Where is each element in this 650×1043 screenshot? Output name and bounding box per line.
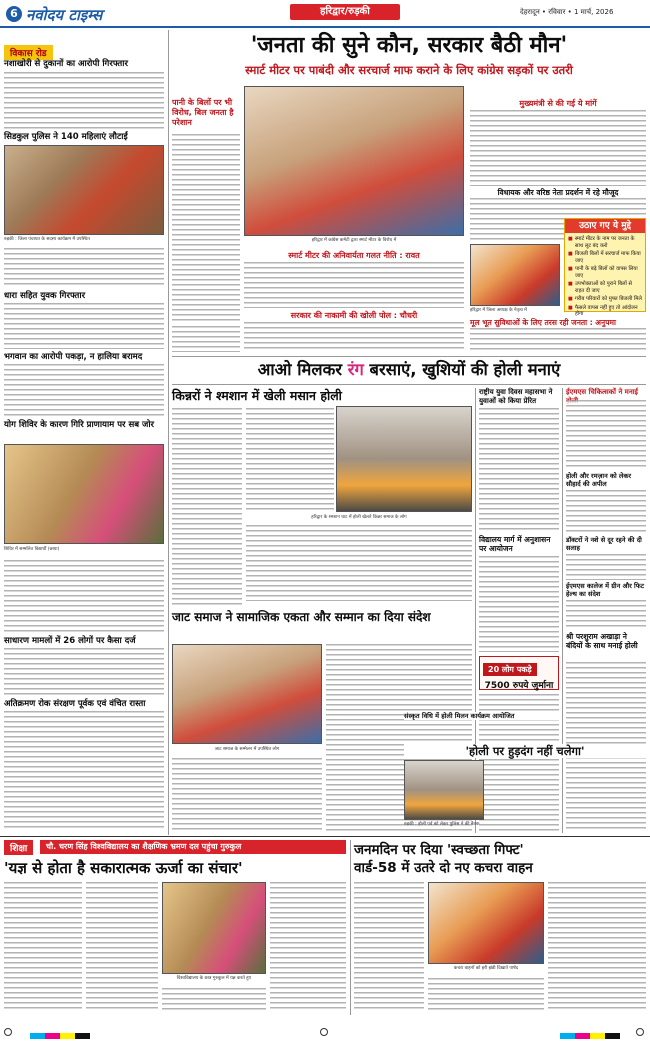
- youth-day-headline: राष्ट्रीय युवा दिवस महासभा ने युवाओं को किया प्रेरित: [479, 388, 553, 405]
- left-photo-2: [4, 444, 164, 544]
- fine-box: [479, 656, 559, 690]
- left-story-6-body: [4, 648, 164, 696]
- side-story-headline: पानी के बिलों पर भी विरोध, बिल जनता है परेशान: [172, 98, 234, 127]
- left-story-2-body: [4, 248, 164, 288]
- color-bar-icon: [30, 1033, 90, 1039]
- holi-banner-pre: आओ मिलकर: [257, 360, 348, 379]
- second-photo: [470, 244, 560, 306]
- sanskrit-holi-headline: संस्कृत विधि में होली मिलन कार्यक्रम आयोजित: [404, 712, 562, 720]
- education-band: चौ. चरण सिंह विश्वविद्यालय का शैक्षणिक भ्रमण दल पहुंचा गुरुकुल: [40, 840, 346, 854]
- right-subhead: विधायक और वरिष्ठ नेता प्रदर्शन में रहे मौजूद: [497, 188, 619, 197]
- registration-mark-icon: [4, 1028, 12, 1036]
- holi-banner-post: बरसाएं, खुशियों की होली मनाएं: [363, 360, 561, 379]
- ems-college-body: [566, 600, 646, 628]
- ward-photo-caption: कचरा वाहनों को हरी झंडी दिखाते पार्षद: [453, 966, 519, 971]
- demands-box: [564, 218, 646, 317]
- left-story-5-body: [4, 560, 164, 634]
- demand-item: ■ उपभोक्ताओं को पुराने बिलों से राहत दी जाए: [568, 281, 642, 294]
- holi-banner-color-word: रंग: [347, 360, 364, 379]
- side-story-body: [172, 134, 240, 324]
- ems-holi-headline: ईएमएस चिकित्सकों ने मनाई: [566, 388, 638, 396]
- left-story-6-headline: साधारण मामलों में 26 लोगों पर कैसा दर्ज: [4, 636, 136, 646]
- jat-samaj-photo: [172, 644, 322, 744]
- sub-heading-2-body: [244, 322, 464, 352]
- youth-day-body: [479, 408, 559, 532]
- bottom-divider: [0, 836, 650, 837]
- print-registration-bar: [0, 1020, 650, 1043]
- left-story-4-body: [4, 364, 164, 418]
- ward-body-2: [428, 978, 544, 1012]
- sub-heading-1: स्मार्ट मीटर की अनिवार्यता गलत नीति : रावत: [288, 251, 420, 260]
- yagya-body-2: [86, 882, 158, 1012]
- police-meeting-photo: [404, 760, 484, 820]
- swachhta-headline: जनमदिन पर दिया 'स्वच्छता गिफ्ट': [354, 842, 524, 858]
- left-story-2-headline: सिडकुल पुलिस ने 140 महिलाएं लौटाईं: [4, 132, 128, 142]
- sub-heading-2: सरकार की नाकामी की खोली पोल : चौधरी: [290, 311, 418, 320]
- main-headline: 'जनता की सुने कौन, सरकार बैठी मौन': [250, 33, 568, 58]
- left-story-4-headline: भगवान का आरोपी पकड़ा, न हालिया बरामद: [4, 352, 143, 362]
- yagya-body-1: [4, 882, 82, 1012]
- dateline: देहरादून • रविवार • 1 मार्च, 2026: [520, 8, 614, 16]
- masthead: [0, 0, 650, 26]
- page-number: 6: [6, 6, 22, 22]
- jat-samaj-headline: जाट समाज ने सामाजिक एकता और सम्मान का दिया संदेश: [172, 610, 431, 624]
- demand-item: ■ स्मार्ट मीटर के नाम पर जनता के साथ लूट बंद करो: [568, 236, 642, 249]
- main-subheadline: स्मार्ट मीटर पर पाबंदी और सरचार्ज माफ कराने के लिए कांग्रेस सड़कों पर उतरी: [245, 63, 573, 77]
- section-tab: हरिद्वार/रुड़की: [290, 4, 400, 20]
- left-story-7-headline: अतिक्रमण रोक संरक्षण पूर्वक एवं वंचित रास्ता: [4, 699, 146, 709]
- education-tag: शिक्षा: [4, 840, 33, 855]
- sub-heading-3: मूल भूत सुविधाओं के लिए तरस रही जनता : अनुपमा: [470, 318, 616, 327]
- kinnar-photo-caption: हरिद्वार के श्मशान घाट में होली खेलते किन्नर समाज के लोग: [311, 515, 407, 520]
- sub-heading-3-body: [470, 328, 646, 352]
- ward-body-1: [354, 882, 424, 1012]
- sub-heading-1-body: [244, 262, 464, 308]
- yagya-photo-caption: विश्वविद्यालय के छात्र गुरुकुल में यज्ञ करते हुए: [176, 976, 252, 981]
- masthead-rule: [0, 26, 650, 28]
- yagya-body-3: [162, 988, 266, 1012]
- left-photo-2-caption: शिविर में सम्मलित विद्यार्थी (छाया): [4, 547, 60, 552]
- demand-item: ■ बिजली बिलों में सरचार्ज माफ किया जाए: [568, 251, 642, 264]
- ward-headline: वार्ड-58 में उतरे दो नए कचरा वाहन: [354, 860, 533, 876]
- kinnar-body-1: [172, 408, 242, 608]
- left-story-5-headline: योग शिविर के कारण गिरि प्राणायाम पर सब जोर: [4, 420, 155, 430]
- school-route-body: [479, 556, 559, 652]
- ems-sub-2-body: [566, 554, 646, 580]
- main-photo: [244, 86, 464, 236]
- demand-item: ■ गरीब परिवारों को मुफ्त बिजली मिले: [568, 296, 642, 303]
- parshuram-headline: श्री परशुराम अखाड़ा ने बंदियों के साथ मनाई होली: [566, 632, 638, 650]
- main-photo-caption: हरिद्वार में कांग्रेस कमेटी द्वारा स्मार्ट मीटर के विरोध में: [311, 238, 397, 243]
- ems-college-headline: ईएमएस कालेज में ग्रीन और फिट हेल्थ का संदेश: [566, 582, 645, 598]
- kinnar-body-2: [246, 408, 334, 512]
- second-photo-caption: हरिद्वार में जिला अध्यक्ष के नेतृत्व में: [470, 308, 527, 313]
- holi-banner-headline: [172, 359, 646, 381]
- right-intro-body: [470, 110, 646, 186]
- jat-samaj-body-1: [172, 758, 322, 832]
- left-photo-1-caption: रुड़की : जिला पंचायत के सदस्य कार्यक्रम में उपस्थित: [4, 237, 90, 242]
- yagya-body-4: [270, 882, 346, 1012]
- column-label: विकास रोड: [4, 45, 53, 60]
- jat-samaj-photo-caption: जाट समाज के सम्मेलन में उपस्थित लोग: [214, 747, 280, 752]
- fine-badge: 20 लोग पकड़े: [483, 663, 537, 676]
- column-divider: [350, 840, 351, 1015]
- ems-sub-1: होली और रमज़ान को लेकर सौहार्द की अपील: [566, 472, 631, 488]
- kinnar-body-3: [246, 525, 472, 601]
- demands-title: उठाए गए ये मुद्दे: [565, 219, 645, 233]
- demand-item: ■ फैसले वापस नहीं हुए तो आंदोलन होगा: [568, 305, 642, 318]
- left-story-7-body: [4, 711, 164, 831]
- left-photo-1: [4, 145, 164, 235]
- left-story-1-headline: नशाखोरी से दुकानों का आरोपी गिरफ्तार: [4, 59, 128, 69]
- yagya-photo: [162, 882, 266, 974]
- huddang-quote-headline: 'होली पर हुड़दंग नहीं चलेगा': [404, 744, 646, 758]
- yagya-headline: 'यज्ञ से होता है सकारात्मक ऊर्जा का संचार': [4, 859, 243, 877]
- demand-item: ■ पानी के बढ़े बिलों को वापस लिया जाए: [568, 266, 642, 279]
- section-divider: [172, 384, 646, 385]
- left-story-3-body: [4, 303, 164, 349]
- kinnar-headline: किन्नरों ने श्मशान में खेली मसान होली: [172, 388, 342, 403]
- ems-sub-2: डॉक्टरों ने नशे से दूर रहने की दी सलाह: [566, 536, 642, 552]
- left-story-1-body: [4, 72, 164, 130]
- ward-body-3: [548, 882, 646, 1012]
- fine-headline: 7500 रुपये जुर्माना: [484, 681, 554, 691]
- ems-holi-body: [566, 400, 646, 470]
- right-intro-heading: मुख्यमंत्री से की गई ये मांगें: [519, 99, 597, 108]
- left-story-3-headline: धारा सहित युवक गिरफ्तार: [4, 291, 86, 301]
- registration-mark-icon: [320, 1028, 328, 1036]
- newspaper-logo: नवोदय टाइम्स: [26, 6, 103, 24]
- school-route-headline: विद्यालय मार्ग में अनुशासन पर आयोजन: [479, 535, 551, 553]
- kinnar-photo: [336, 406, 472, 512]
- column-divider: [562, 388, 563, 833]
- registration-mark-icon: [636, 1028, 644, 1036]
- section-divider: [172, 356, 646, 357]
- color-bar-icon: [560, 1033, 620, 1039]
- side-story-body-2: [172, 326, 240, 352]
- ward-photo: [428, 882, 544, 964]
- police-meeting-caption: रुड़की : होली पर्व को लेकर पुलिस ने की बैठक: [404, 822, 480, 827]
- column-divider: [168, 30, 169, 835]
- ems-sub-1-body: [566, 490, 646, 534]
